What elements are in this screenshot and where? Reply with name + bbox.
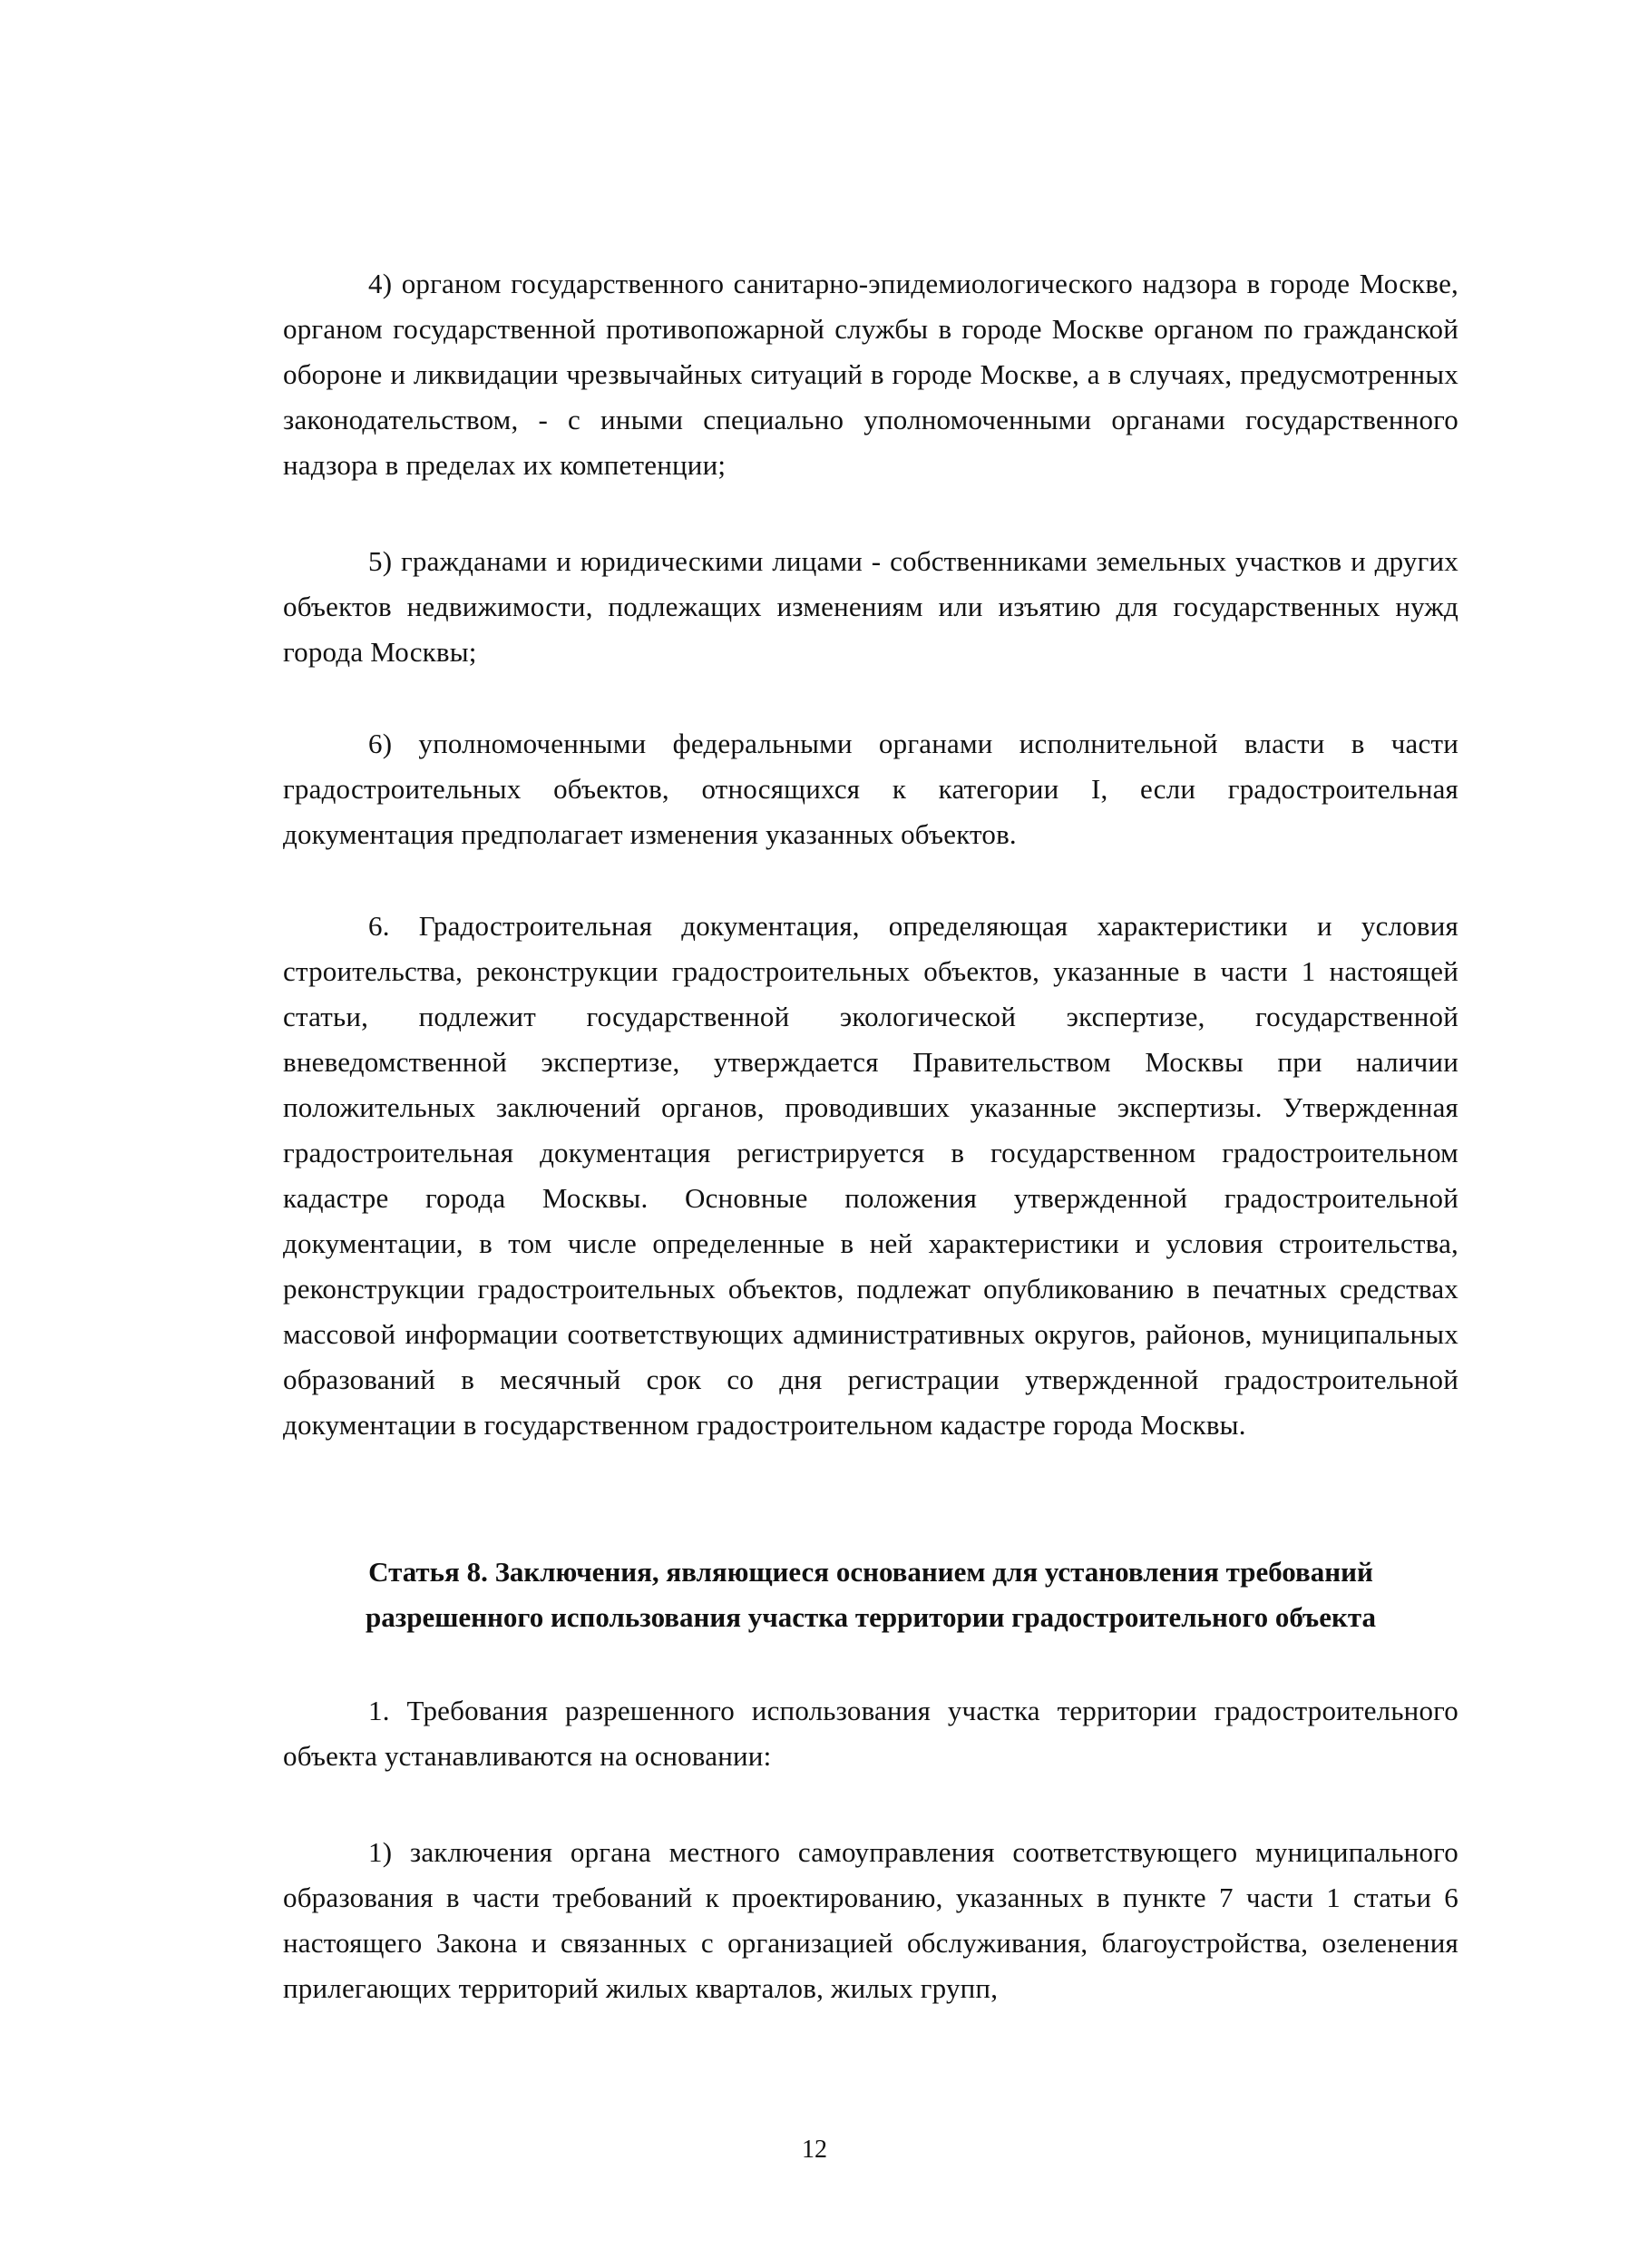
paragraph-text: 4) органом государственного санитарно-эпидемиологического надзора в городе Москве, органом государственной противопожарной службы в городе Москве органом по гражданской обороне и ликвидации чрезвычайных ситуаций в городе Москве, а в случаях, предусмотренных законодательством, - с иными специально уполномоченными органами государственного надзора в пределах их компетенции; [283, 268, 1458, 481]
article-8-heading [283, 1549, 1458, 1640]
paragraph-item-6 [283, 721, 1458, 857]
paragraph-text: 1) заключения органа местного самоуправления соответствующего муниципального образования в части требований к проектированию, указанных в пункте 7 части 1 статьи 6 настоящего Закона и связанных с организацией обслуживания, благоустройства, озеленения прилегающих территорий жилых кварталов, жилых групп, [283, 1836, 1458, 2004]
paragraph-item-4 [283, 261, 1458, 488]
paragraph-section-1 [283, 1688, 1458, 1779]
paragraph-section-6 [283, 904, 1458, 1448]
heading-line-1: Статья 8. Заключения, являющиеся основанием для установления требований [368, 1556, 1373, 1588]
paragraph-text: 6) уполномоченными федеральными органами исполнительной власти в части градостроительных объектов, относящихся к категории I, если градостроительная документация предполагает изменения указанных объектов. [283, 728, 1458, 850]
paragraph-text: 1. Требования разрешенного использования участка территории градостроительного объекта устанавливаются на основании: [283, 1695, 1458, 1772]
paragraph-item-5 [283, 539, 1458, 675]
heading-line-2: разрешенного использования участка территории градостроительного объекта [366, 1601, 1376, 1633]
paragraph-text: 5) гражданами и юридическими лицами - собственниками земельных участков и других объектов недвижимости, подлежащих изменениям или изъятию для государственных нужд города Москвы; [283, 545, 1458, 668]
page-number: 12 [802, 2136, 827, 2164]
paragraph-text: 6. Градостроительная документация, определяющая характеристики и условия строительства, реконструкции градостроительных объектов, указанные в части 1 настоящей статьи, подлежит государственной экологической экспертизе, государственной вневедомственной экспертизе, утверждается Правительством Москвы при наличии положительных заключений органов, проводивших указанные экспертизы. Утвержденная градостроительная документация регистрируется в государственном градостроительном кадастре города Москвы. Основные положения утвержденной градостроительной документации, в том числе определенные в ней характеристики и условия строительства, реконструкции градостроительных объектов, подлежат опубликованию в печатных средствах массовой информации соответствующих административных округов, районов, муниципальных образований в месячный срок со дня регистрации утвержденной градостроительной документации в государственном градостроительном кадастре города Москвы. [283, 910, 1458, 1441]
paragraph-item-1 [283, 1830, 1458, 2011]
